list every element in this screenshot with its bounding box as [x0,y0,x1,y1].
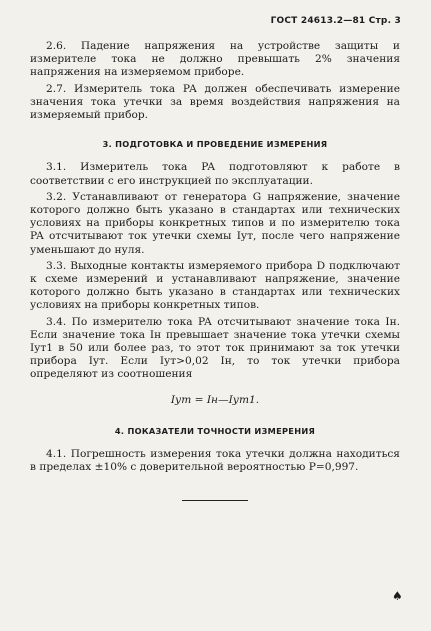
paragraph-3-3: 3.3. Выходные контакты измеряемого прибора D подключают к схеме измерений и устанавливают напряжение, значение которого должно быть указано в стандартах или технических условиях на приборы конкретных типов. [30,259,400,312]
section-4-heading: 4. ПОКАЗАТЕЛИ ТОЧНОСТИ ИЗМЕРЕНИЯ [114,425,316,436]
paragraph-2-6: 2.6. Падение напряжения на устройстве защиты и измерителе тока не должно превышать 2% значения напряжения на измеряемом приборе. [30,40,400,79]
corner-mark: ♠ [392,589,403,603]
formula: Iут = Iн—Iут1. [170,393,260,406]
document-body [30,40,400,501]
page-header: ГОСТ 24613.2—81 Стр. 3 [270,16,401,26]
paragraph-3-4: 3.4. По измерителю тока PA отсчитывают значение тока Iн. Если значение тока Iн превышает значение тока утечки схемы Iут1 в 50 или более раз, то этот ток принимают за ток утечки прибора Iут. Если Iут>0,02 Iн, то ток утечки прибора определяют из соотношения [30,315,400,381]
paragraph-2-7: 2.7. Измеритель тока PA должен обеспечивать измерение значения тока утечки за время воздействия напряжения на измеряемый прибор. [30,82,400,122]
paragraph-3-1: 3.1. Измеритель тока PA подготовляют к работе в соответствии с его инструкцией по эксплуатации. [30,161,400,187]
paragraph-3-2: 3.2. Устанавливают от генератора G напряжение, значение которого должно быть указано в стандартах или технических условиях на приборы конкретных типов и по измерителю тока PA отсчитывают ток утечки схемы Iут, после чего напряжение уменьшают до нуля. [30,190,400,256]
paragraph-4-1: 4.1. Погрешность измерения тока утечки должна находиться в пределах ±10% с доверительной вероятностью P=0,997. [30,448,400,474]
end-rule [182,500,248,501]
section-3-heading: 3. ПОДГОТОВКА И ПРОВЕДЕНИЕ ИЗМЕРЕНИЯ [102,139,328,150]
